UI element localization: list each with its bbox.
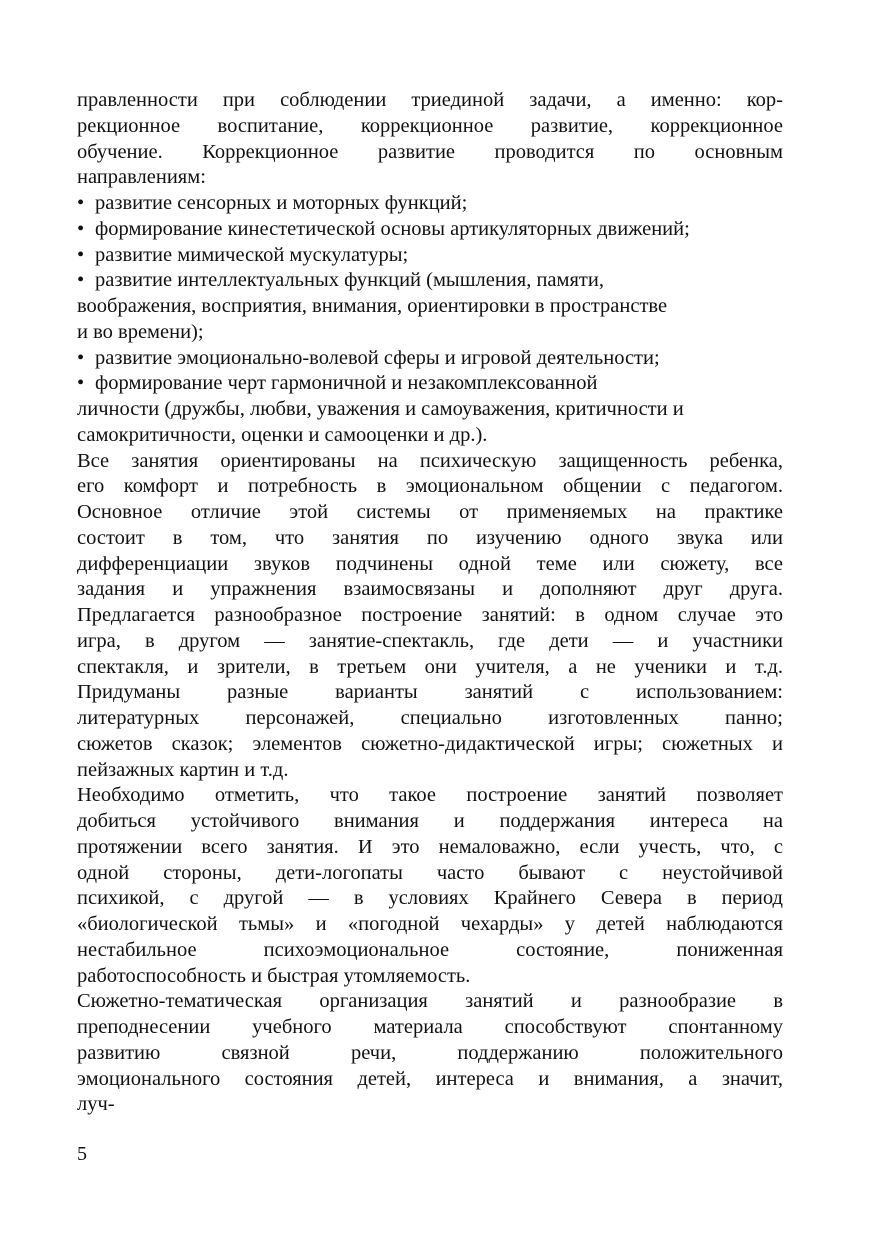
text-line: рекционное воспитание, коррекционное развитие, коррекционное	[77, 114, 783, 137]
text-line: Все занятия ориентированы на психическую защищенность ребенка,	[77, 449, 783, 472]
text-line: одной стороны, дети-логопаты часто бывают с неустойчивой	[77, 861, 783, 884]
text-line: игра, в другом — занятие-спектакль, где дети — и участники	[77, 629, 783, 652]
bullet-text: воображения, восприятия, внимания, ориентировки в пространстве	[77, 295, 668, 317]
bullet-item	[77, 191, 783, 217]
paragraph-organization	[77, 989, 783, 1118]
document-page	[77, 88, 783, 1118]
bullet-icon: •	[77, 217, 85, 240]
text-line: преподнесении учебного материала способствуют спонтанному	[77, 1016, 783, 1038]
text-line: дифференциации звуков подчинены одной теме или сюжету, все	[77, 552, 783, 575]
bullet-text: формирование кинестетической основы артикуляторных движений;	[95, 217, 690, 240]
text-line: задания и упражнения взаимосвязаны и дополняют друг друга.	[77, 578, 783, 601]
text-line: Придуманы разные варианты занятий с использованием:	[77, 681, 783, 704]
text-line: луч-	[77, 1093, 115, 1116]
bullet-icon: •	[77, 192, 85, 214]
intro-paragraph	[77, 88, 783, 191]
text-line: нестабильное психоэмоциональное состояние, пониженная	[77, 938, 783, 961]
text-line: эмоционального состояния детей, интереса и внимания, а значит,	[77, 1067, 783, 1090]
text-line: спектакля, и зрители, в третьем они учителя, а не ученики и т.д.	[77, 655, 783, 678]
text-line: литературных персонажей, специально изготовленных панно;	[77, 707, 783, 729]
bullet-item	[77, 371, 783, 448]
text-line: психикой, с другой — в условиях Крайнего Севера в период	[77, 887, 783, 910]
text-line: Основное отличие этой системы от применяемых на практике	[77, 501, 783, 523]
bullet-text: личности (дружбы, любви, уважения и самоуважения, критичности и	[77, 398, 684, 420]
page-number: 5	[77, 1143, 87, 1165]
text-line: протяжении всего занятия. И это немаловажно, если учесть, что, с	[77, 835, 783, 858]
bullet-text: самокритичности, оценки и самооценки и др.).	[77, 423, 488, 446]
text-line: Необходимо отметить, что такое построение занятий позволяет	[77, 784, 783, 807]
text-line: Сюжетно-тематическая организация занятий и разнообразие в	[77, 990, 783, 1013]
text-line: работоспособность и быстрая утомляемость.	[77, 964, 471, 987]
bullet-text: развитие интеллектуальных функций (мышления, памяти,	[95, 269, 604, 292]
text-line: направлениям:	[77, 166, 206, 189]
text-line: сюжетов сказок; элементов сюжетно-дидактической игры; сюжетных и	[77, 732, 783, 755]
bullet-icon: •	[77, 269, 85, 292]
bullet-icon: •	[77, 346, 85, 369]
text-line: правленности при соблюдении триединой задачи, а именно: кор-	[77, 89, 783, 111]
text-line: его комфорт и потребность в эмоциональном общении с педагогом.	[77, 475, 783, 498]
bullet-text: и во времени);	[77, 320, 204, 343]
bullet-item	[77, 243, 783, 269]
text-line: «биологической тьмы» и «погодной чехарды» у детей наблюдаются	[77, 913, 783, 935]
text-line: обучение. Коррекционное развитие проводится по основным	[77, 140, 783, 163]
bullet-icon: •	[77, 372, 85, 395]
paragraph-lessons	[77, 449, 783, 784]
text-line: добиться устойчивого внимания и поддержания интереса на	[77, 810, 783, 832]
bullet-text: развитие сенсорных и моторных функций;	[95, 192, 468, 214]
bullet-text: формирование черт гармоничной и незакомплексованной	[95, 372, 598, 395]
paragraph-attention	[77, 783, 783, 989]
text-line: состоит в том, что занятия по изучению одного звука или	[77, 526, 783, 549]
bullet-item	[77, 217, 783, 243]
bullet-text: развитие мимической мускулатуры;	[95, 243, 409, 266]
text-line: пейзажных картин и т.д.	[77, 758, 289, 781]
text-line: Предлагается разнообразное построение занятий: в одном случае это	[77, 604, 783, 626]
text-line: развитию связной речи, поддержанию положительного	[77, 1041, 783, 1064]
bullet-text: развитие эмоционально-волевой сферы и игровой деятельности;	[95, 346, 660, 369]
bullet-item	[77, 268, 783, 345]
bullet-item	[77, 346, 783, 372]
bullet-icon: •	[77, 243, 85, 266]
